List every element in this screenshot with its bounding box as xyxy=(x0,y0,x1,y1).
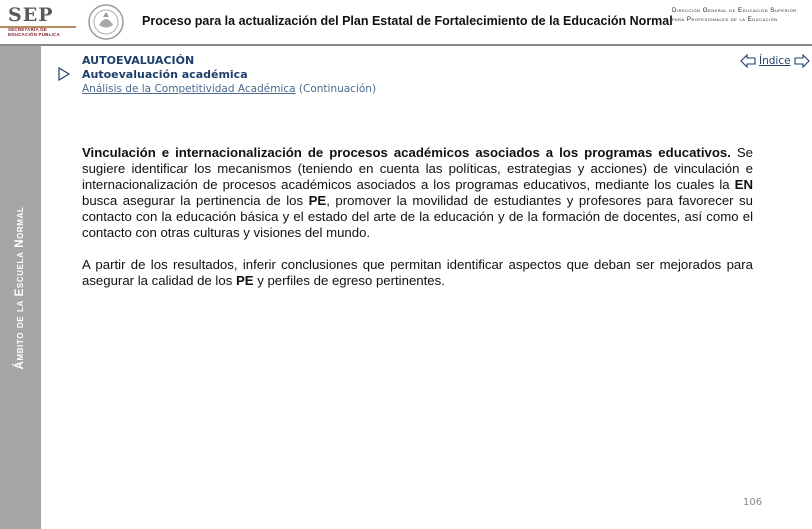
main-content xyxy=(82,145,753,289)
index-link[interactable]: Índice xyxy=(759,55,791,67)
subsection-title: Autoevaluación académica xyxy=(82,68,248,81)
acronym-en: EN xyxy=(734,177,753,192)
analysis-breadcrumb xyxy=(82,83,376,95)
paragraph-conclusiones xyxy=(82,257,753,289)
paragraph-vinculacion xyxy=(82,145,753,241)
breadcrumb-arrow-icon xyxy=(57,67,71,81)
paragraph-text: Se sugiere identificar los mecanismos (teniendo en cuenta las políticas, estrategias y acciones) de vinculación e internacionalización de procesos académicos asociados a los programas educativos, mediante los cuales la xyxy=(82,145,753,192)
paragraph-text: y perfiles de egreso pertinentes. xyxy=(253,273,445,288)
sidebar-label: Ámbito de la Escuela Normal xyxy=(14,206,26,370)
right-arrow-icon[interactable] xyxy=(794,54,810,68)
paragraph-text: , promover la movilidad de estudiantes y profesores para favorecer su contacto con la educación básica y el estado del arte de la educación y de la formación de docentes, así como el contacto con otras culturas y visiones del mundo. xyxy=(82,193,753,240)
acronym-pe: PE xyxy=(308,193,327,208)
page-header xyxy=(0,0,812,44)
national-seal-icon xyxy=(87,3,125,41)
paragraph-text: busca asegurar la pertinencia de los xyxy=(82,193,309,208)
section-title: AUTOEVALUACIÓN xyxy=(82,54,195,67)
sep-logo: SEP xyxy=(8,4,54,26)
paragraph-text: A partir de los resultados, inferir conclusiones que permitan identificar aspectos que deban ser mejorados para asegurar la calidad de los xyxy=(82,257,753,288)
analysis-suffix: (Continuación) xyxy=(295,83,377,95)
page-navigation xyxy=(740,53,810,69)
header-title: Proceso para la actualización del Plan Estatal de Fortalecimiento de la Educación Normal xyxy=(142,14,673,28)
header-divider xyxy=(0,44,812,46)
acronym-pe: PE xyxy=(235,273,254,288)
page-number: 106 xyxy=(743,497,763,508)
left-arrow-icon[interactable] xyxy=(740,54,756,68)
paragraph-lead: Vinculación e internacionalización de procesos académicos asociados a los programas educativos. xyxy=(82,145,731,160)
analysis-link[interactable]: Análisis de la Competitividad Académica xyxy=(82,83,296,95)
direccion-general: Dirección General de Educación Superior para Profesionales de la Educación xyxy=(672,7,797,23)
sep-logo-subtitle: SECRETARÍA DE EDUCACIÓN PÚBLICA xyxy=(8,27,60,37)
